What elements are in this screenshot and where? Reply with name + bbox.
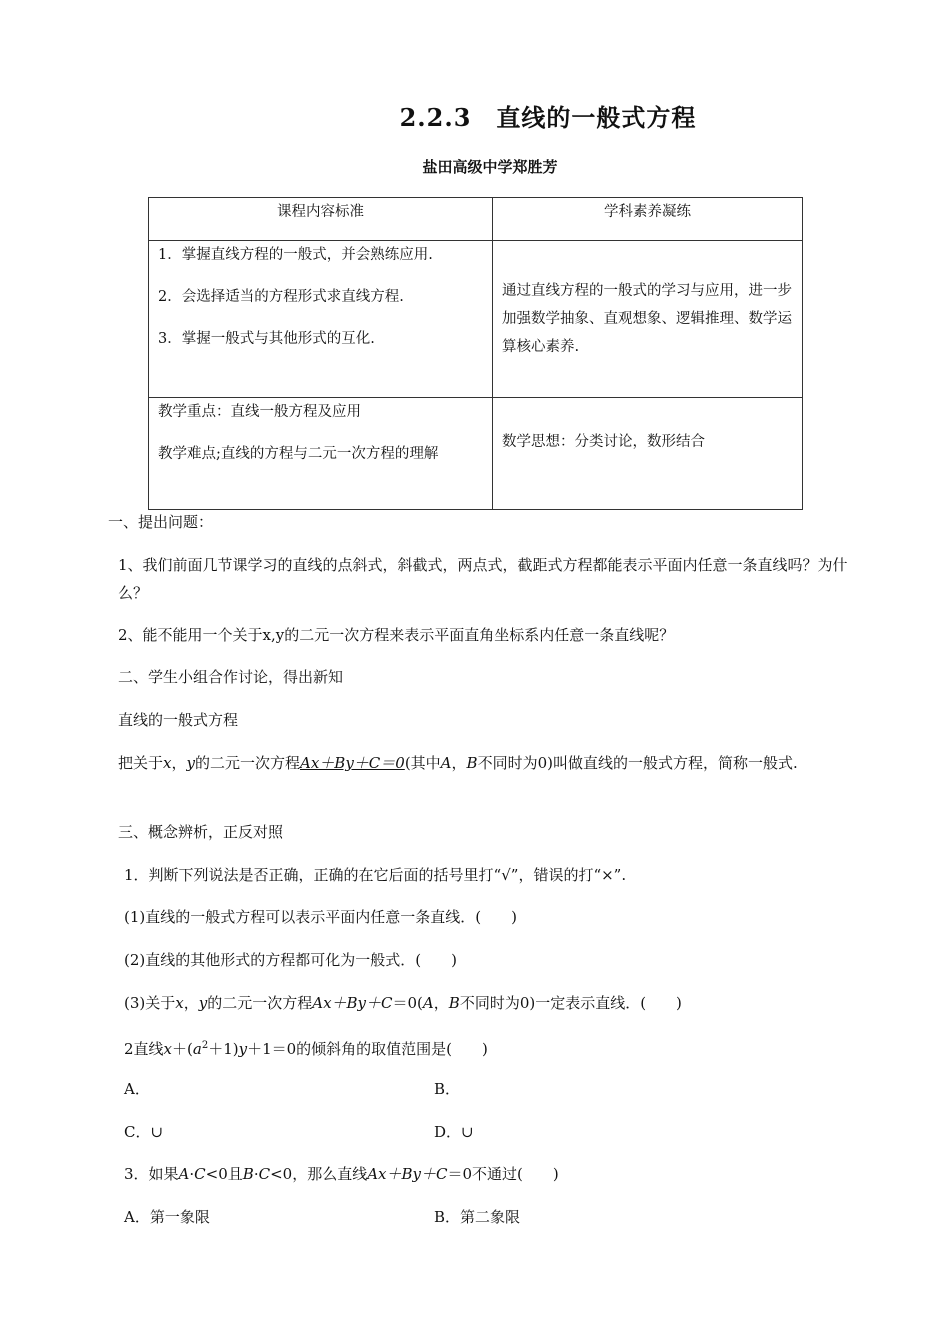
definition-text: 的二元一次方程 — [194, 754, 300, 772]
math-var: C — [258, 1165, 271, 1183]
definition-text: ， — [171, 754, 187, 772]
option-b-quadrant: B．第二象限 — [434, 1208, 521, 1226]
literacy-text: 通过直线方程的一般式的学习与应用，进一步加强数学抽象、直观想象、逻辑推理、数学运算核心素养. — [502, 283, 792, 355]
definition-text: ， — [451, 754, 467, 772]
problem-text: <0且 — [205, 1165, 243, 1183]
standards-table — [148, 197, 803, 510]
problem-1-item-1: (1)直线的一般式方程可以表示平面内任意一条直线．( ) — [124, 908, 517, 926]
difficulty-point: 教学难点;直线的方程与二元一次方程的理解 — [158, 446, 439, 462]
table-header-standards: 课程内容标准 — [149, 198, 493, 241]
exponent: 2 — [201, 1040, 209, 1051]
math-var: A — [178, 1165, 190, 1183]
problem-text: · — [253, 1165, 259, 1183]
math-var: C — [194, 1165, 206, 1183]
math-var: y — [198, 994, 208, 1012]
problem-text: (3)关于 — [124, 994, 176, 1012]
section3-heading: 三、概念辨析，正反对照 — [118, 823, 284, 841]
problem-text: ＋( — [172, 1040, 193, 1058]
author-line: 盐田高级中学郑胜芳 — [422, 158, 558, 176]
question-1: 1、我们前面几节课学习的直线的点斜式，斜截式，两点式，截距式方程都能表示平面内任意一条直线吗？为什么？ — [118, 556, 848, 602]
option-a: A． — [124, 1080, 150, 1098]
problem-text: ＝0( — [392, 994, 423, 1012]
math-var: y — [238, 1040, 248, 1058]
problem-2 — [124, 1032, 488, 1063]
definition-text: 把关于 — [118, 754, 164, 772]
standards-cell — [149, 241, 493, 398]
standard-item: 2．会选择适当的方程形式求直线方程. — [158, 289, 404, 305]
standard-item: 3．掌握一般式与其他形式的互化. — [158, 331, 375, 347]
problem-text: ＝0不通过( ) — [447, 1165, 559, 1183]
page-title: 2.2.3 直线的一般式方程 — [399, 103, 697, 132]
question-2: 2、能不能用一个关于x,y的二元一次方程来表示平面直角坐标系内任意一条直线呢？ — [118, 626, 675, 644]
option-d: D．∪ — [434, 1123, 474, 1141]
standard-item: 1．掌握直线方程的一般式，并会熟练应用. — [158, 247, 433, 263]
problem-text: 不同时为0)一定表示直线．( ) — [459, 994, 682, 1012]
problem-1-intro: 1．判断下列说法是否正确，正确的在它后面的括号里打“√”，错误的打“×”. — [124, 866, 627, 884]
problem-1-item-2: (2)直线的其他形式的方程都可化为一般式．( ) — [124, 951, 457, 969]
key-point: 教学重点：直线一般方程及应用 — [158, 404, 361, 420]
math-var: x — [163, 1040, 173, 1058]
thinking-cell — [493, 398, 803, 510]
problem-text: 3．如果 — [124, 1165, 179, 1183]
math-var: B — [466, 754, 478, 772]
general-form-equation: Ax＋By＋C＝0 — [300, 754, 405, 772]
problem-text: ＋1＝0的倾斜角的取值范围是( ) — [247, 1040, 488, 1058]
problem-3 — [124, 1160, 559, 1188]
thinking-text: 数学思想：分类讨论，数形结合 — [502, 434, 705, 450]
problem-text: ， — [433, 994, 449, 1012]
math-var: A — [440, 754, 452, 772]
option-b: B． — [434, 1080, 461, 1098]
math-var: y — [186, 754, 195, 772]
math-var: B — [448, 994, 460, 1012]
option-a-quadrant: A．第一象限 — [124, 1208, 210, 1226]
math-expression: Ax＋By＋C — [312, 994, 393, 1012]
section1-heading: 一、提出问题： — [108, 513, 214, 531]
math-var: x — [175, 994, 184, 1012]
math-expression: Ax＋By＋C — [367, 1165, 448, 1183]
section2-heading: 二、学生小组合作讨论，得出新知 — [118, 668, 344, 686]
math-var: B — [242, 1165, 254, 1183]
problem-1-item-3 — [124, 989, 682, 1017]
key-points-cell — [149, 398, 493, 510]
option-c: C．∪ — [124, 1123, 164, 1141]
definition-text: 不同时为0)叫做直线的一般式方程，简称一般式. — [477, 754, 798, 772]
problem-text: <0，那么直线 — [270, 1165, 368, 1183]
definition-text: (其中 — [404, 754, 441, 772]
problem-text: 2直线 — [124, 1040, 164, 1058]
table-header-literacy: 学科素养凝练 — [493, 198, 803, 241]
problem-text: ， — [183, 994, 199, 1012]
literacy-cell — [493, 241, 803, 398]
math-var: x — [163, 754, 172, 772]
definition-subheading: 直线的一般式方程 — [118, 711, 239, 729]
problem-text: ＋1) — [208, 1040, 239, 1058]
problem-text: 的二元一次方程 — [207, 994, 313, 1012]
math-var: a — [192, 1040, 202, 1058]
definition-paragraph — [118, 749, 863, 777]
problem-text: · — [189, 1165, 195, 1183]
math-var: A — [422, 994, 434, 1012]
